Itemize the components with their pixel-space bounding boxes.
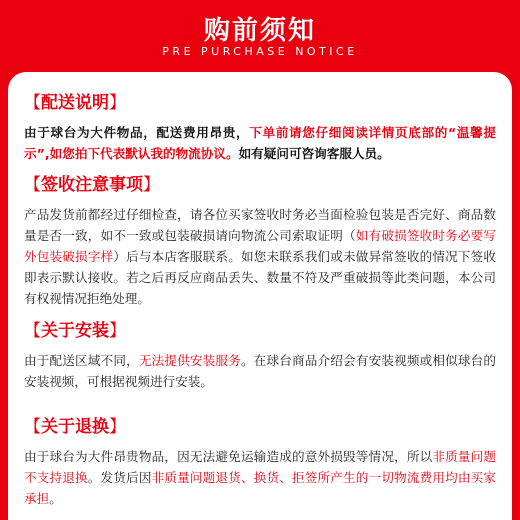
section-body-signing	[24, 204, 496, 309]
section-body-delivery	[24, 122, 496, 164]
text-normal: 。发货后因	[87, 470, 152, 485]
section-title-text: 关于退换	[41, 417, 109, 437]
section-title-delivery	[24, 92, 496, 114]
section-body-installation	[24, 350, 496, 392]
section-title-text: 签收注意事项	[41, 175, 143, 195]
text-normal: ）后与本店客服联系。如您未联系我们或未做异常签收的情况下签收即表示默认接收。若之后再反应商品丢失、数量不符及严重破损等此类问题，本公司有权视情况拒绝处理。	[24, 249, 497, 306]
section-returns	[24, 416, 496, 509]
bracket-open: 【	[24, 417, 41, 437]
section-body-returns	[24, 446, 496, 509]
bracket-close: 】	[109, 417, 126, 437]
text-highlight: 无法提供安装服务	[138, 353, 241, 368]
bracket-open: 【	[24, 321, 41, 341]
bracket-close: 】	[143, 175, 160, 195]
bracket-open: 【	[24, 175, 41, 195]
text-normal: 如有疑问可咨询客服人员。	[238, 146, 390, 161]
section-title-text: 关于安装	[41, 321, 109, 341]
text-normal: 由于球台为大件昂贵物品，因无法避免运输造成的意外损毁等情况，所以	[24, 449, 433, 464]
text-normal: 。	[49, 491, 62, 506]
page-subtitle: PRE PURCHASE NOTICE	[162, 45, 358, 58]
section-title-installation	[24, 320, 496, 342]
header-banner	[0, 0, 520, 72]
section-title-text: 配送说明	[41, 93, 109, 113]
text-highlight: 非质量问题不支持退换	[24, 449, 497, 485]
section-installation	[24, 320, 496, 392]
text-highlight: 非质量问题退货、换货、拒签所产生的一切物流费用均由买家承担	[24, 470, 497, 506]
section-title-returns	[24, 416, 496, 438]
text-normal: 由于球台为大件物品，配送费用昂贵，	[24, 125, 250, 140]
section-delivery	[24, 92, 496, 164]
text-normal: 。在球台商品介绍会有安装视频或相似球台的安装视频，可根据视频进行安装。	[24, 353, 497, 389]
text-highlight: 如有破损签收时务必要写外包装破损字样	[24, 228, 497, 264]
bracket-close: 】	[109, 93, 126, 113]
section-title-signing	[24, 174, 496, 196]
bracket-close: 】	[109, 321, 126, 341]
section-signing	[24, 174, 496, 309]
text-normal: 由于配送区域不同，	[24, 353, 139, 368]
page-title: 购前须知	[203, 16, 316, 46]
text-highlight: 下单前请您仔细阅读详情页底部的“温馨提示”,如您拍下代表默认我的物流协议。	[24, 125, 497, 161]
notice-card	[8, 72, 512, 520]
text-normal: 产品发货前都经过仔细检查，请各位买家签收时务必当面检验包装是否完好、商品数量是否一致，如不一致或包装破损请向物流公司索取证明（	[24, 207, 496, 243]
bracket-open: 【	[24, 93, 41, 113]
